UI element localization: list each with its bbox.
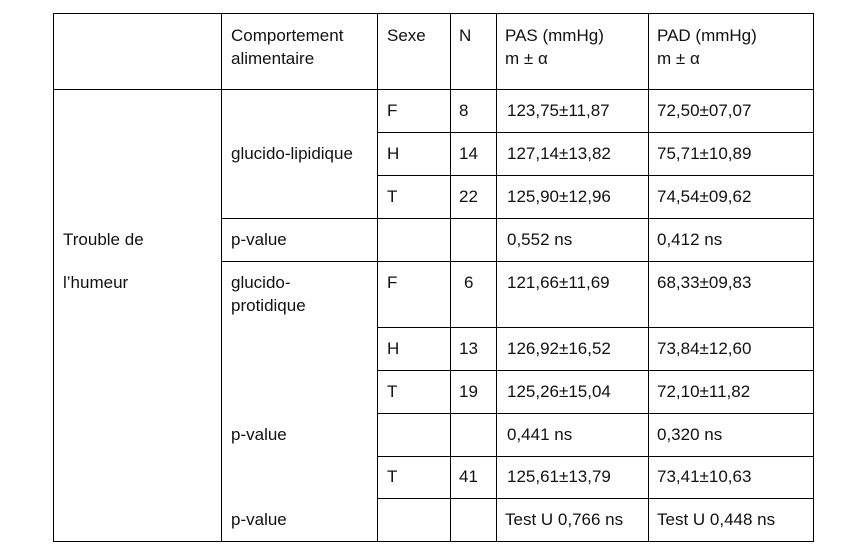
rule-bottom: [53, 541, 814, 542]
block1-row2-pad: 75,71±10,89: [657, 144, 752, 163]
rule-header-bottom: [53, 89, 814, 90]
total-sexe: T: [387, 467, 398, 486]
rule-top: [53, 13, 814, 14]
block1-row3-n: 22: [459, 187, 478, 206]
block1-row1-n: 8: [459, 101, 469, 120]
block1-row3-pad: 74,54±09,62: [657, 187, 752, 206]
rule: [648, 13, 649, 542]
header-pad: PAD (mmHg) m ± α: [657, 26, 757, 68]
header-pas: PAS (mmHg) m ± α: [505, 26, 604, 68]
rule: [377, 498, 814, 499]
rule: [377, 132, 814, 133]
rule-left: [53, 13, 54, 542]
block1-pvalue-pad: 0,412 ns: [657, 230, 723, 249]
block2-row1-sexe: F: [387, 273, 398, 292]
rule: [221, 13, 222, 542]
block2-row2-n: 13: [459, 339, 478, 358]
block2-row3-pas: 125,26±15,04: [507, 382, 611, 401]
rule: [377, 13, 378, 542]
block1-pvalue-label: p-value: [231, 230, 287, 249]
block2-row1-n: 6: [464, 273, 474, 292]
rule: [221, 261, 814, 262]
rule: [377, 413, 814, 414]
block1-label: glucido-lipidique: [231, 144, 353, 163]
total-n: 41: [459, 467, 478, 486]
block2-label: glucido- protidique: [231, 273, 306, 315]
block1-row1-pas: 123,75±11,87: [507, 101, 610, 120]
rule: [496, 13, 497, 542]
block1-row2-sexe: H: [387, 144, 400, 163]
block1-row1-pad: 72,50±07,07: [657, 101, 752, 120]
rule-right: [813, 13, 814, 542]
block1-row3-sexe: T: [387, 187, 398, 206]
rule: [377, 327, 814, 328]
block2-pvalue-pas: 0,441 ns: [507, 425, 573, 444]
block2-row2-pas: 126,92±16,52: [507, 339, 611, 358]
final-pvalue-pad: Test U 0,448 ns: [657, 510, 776, 529]
total-pas: 125,61±13,79: [507, 467, 611, 486]
block2-row1-pad: 68,33±09,83: [657, 273, 752, 292]
group-label-line2: l’humeur: [63, 273, 129, 292]
block1-row2-n: 14: [459, 144, 478, 163]
block1-row1-sexe: F: [387, 101, 398, 120]
group-label-line1: Trouble de: [63, 230, 144, 249]
block2-pvalue-label: p-value: [231, 425, 287, 444]
block2-row3-sexe: T: [387, 382, 398, 401]
header-n: N: [459, 26, 472, 45]
block1-row3-pas: 125,90±12,96: [507, 187, 611, 206]
block2-row2-pad: 73,84±12,60: [657, 339, 752, 358]
block2-row1-pas: 121,66±11,69: [507, 273, 610, 292]
rule: [377, 175, 814, 176]
rule: [377, 456, 814, 457]
header-comportement: Comportement alimentaire: [231, 26, 344, 68]
final-pvalue-label: p-value: [231, 510, 287, 529]
block1-pvalue-pas: 0,552 ns: [507, 230, 573, 249]
header-sexe: Sexe: [387, 26, 426, 45]
block2-row3-pad: 72,10±11,82: [657, 382, 751, 401]
rule: [377, 370, 814, 371]
block1-row2-pas: 127,14±13,82: [507, 144, 611, 163]
rule: [450, 13, 451, 542]
rule: [221, 218, 814, 219]
block2-pvalue-pad: 0,320 ns: [657, 425, 723, 444]
block2-row3-n: 19: [459, 382, 478, 401]
block2-row2-sexe: H: [387, 339, 400, 358]
final-pvalue-pas: Test U 0,766 ns: [505, 510, 624, 529]
total-pad: 73,41±10,63: [657, 467, 752, 486]
